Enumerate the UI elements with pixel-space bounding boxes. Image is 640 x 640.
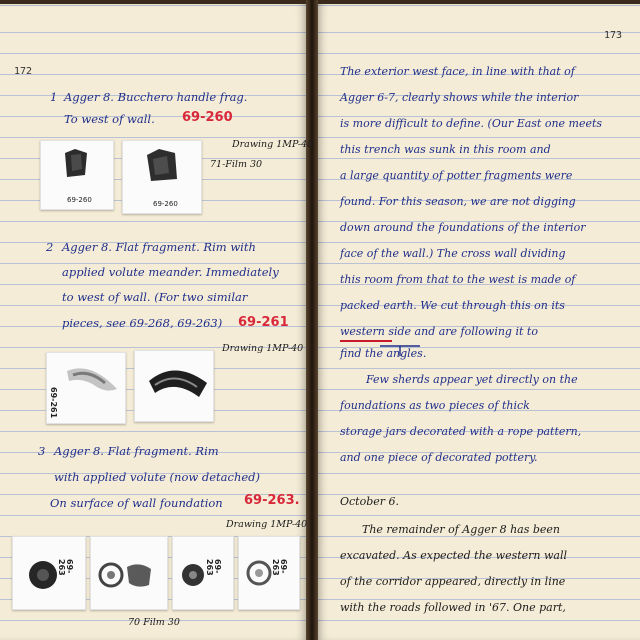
right-line-7: down around the foundations of the interior — [340, 221, 586, 234]
entry-3-photo-3-tag: 69-263 — [205, 559, 222, 576]
entry-2-number: 2 — [46, 240, 54, 254]
entry-1-line-1: Agger 8. Bucchero handle frag. — [64, 90, 248, 104]
right-line-6: found. For this season, we are not digging — [340, 195, 576, 208]
entry-2-line-4: pieces, see 69-268, 69-263) — [62, 316, 223, 330]
right-line-18: The remainder of Agger 8 has been — [362, 523, 560, 536]
entry-1-photo-2-tag: 69-260 — [153, 200, 178, 208]
right-line-19: excavated. As expected the western wall — [340, 549, 568, 562]
sherd-image — [239, 537, 299, 609]
entry-1-drawing-ref: Drawing 1MP-40 — [232, 139, 314, 150]
entry-1-number: 1 — [50, 90, 58, 104]
entry-3-line-3: On surface of wall foundation — [50, 496, 223, 510]
right-line-15: storage jars decorated with a rope pattern, — [340, 425, 582, 438]
entry-2-photo-2 — [134, 350, 214, 422]
right-line-8: face of the wall.) The cross wall dividing — [340, 247, 566, 260]
angle-sketch-icon — [378, 342, 422, 358]
entry-3-photo-2 — [90, 536, 168, 610]
right-line-9: this room from that to the west is made of — [340, 273, 576, 286]
entry-3-photo-4 — [238, 536, 300, 610]
entry-1-inventory-number: 69-260 — [182, 110, 233, 125]
entry-2-line-1: Agger 8. Flat fragment. Rim with — [62, 240, 256, 254]
entry-3-number: 3 — [38, 444, 46, 458]
entry-1-photo-1 — [40, 140, 114, 210]
right-page-number: 173 — [604, 30, 623, 41]
entry-2-drawing-ref: Drawing 1MP-40 — [222, 343, 304, 354]
entry-2-photo-1-tag: 69-261 — [49, 387, 58, 419]
right-line-13: Few sherds appear yet directly on the — [366, 373, 578, 386]
sherd-image — [13, 537, 85, 609]
right-line-10: packed earth. We cut through this on its — [340, 299, 565, 312]
right-line-20: of the corridor appeared, directly in line — [340, 575, 566, 588]
entry-2-line-2: applied volute meander. Immediately — [62, 265, 279, 279]
entry-3-photo-1-tag: 69-263 — [57, 559, 74, 576]
right-line-12: find the angles. — [340, 347, 427, 360]
entry-1-photo-2 — [122, 140, 202, 214]
left-page-number: 172 — [14, 66, 33, 77]
right-line-14: foundations as two pieces of thick — [340, 399, 530, 412]
entry-2-line-3: to west of wall. (For two similar — [62, 290, 248, 304]
entry-3-film-ref: 70 Film 30 — [128, 617, 180, 628]
entry-3-photo-4-tag: 69-263 — [271, 559, 288, 576]
sherd-image — [91, 537, 167, 609]
sherd-image — [135, 351, 213, 421]
entry-2-inventory-number: 69-261 — [238, 315, 289, 330]
sherd-image — [173, 537, 233, 609]
entry-1-photo-1-tag: 69-260 — [67, 196, 92, 204]
entry-1-film-ref: 71-Film 30 — [210, 159, 263, 170]
entry-3-photo-1 — [12, 536, 86, 610]
notebook-gutter — [306, 0, 318, 640]
right-line-16: and one piece of decorated pottery. — [340, 451, 538, 464]
sherd-image — [47, 353, 125, 423]
right-line-11: western side and are following it to — [340, 325, 538, 338]
right-line-1: The exterior west face, in line with that of — [340, 65, 575, 78]
entry-2-photo-1 — [46, 352, 126, 424]
entry-3-line-1: Agger 8. Flat fragment. Rim — [54, 444, 219, 458]
entry-1-line-2: To west of wall. — [64, 112, 155, 126]
right-line-4: this trench was sunk in this room and — [340, 143, 551, 156]
date-heading: October 6. — [340, 495, 400, 508]
entry-3-inventory-number: 69-263. — [244, 493, 300, 508]
right-line-3: is more difficult to define. (Our East one meets — [340, 117, 603, 130]
right-line-2: Agger 6-7, clearly shows while the interior — [340, 91, 579, 104]
right-line-21: with the roads followed in '67. One part, — [340, 601, 566, 614]
entry-3-line-2: with applied volute (now detached) — [54, 470, 261, 484]
entry-3-photo-3 — [172, 536, 234, 610]
right-line-5: a large quantity of potter fragments were — [340, 169, 573, 182]
entry-3-drawing-ref: Drawing 1MP-40 — [226, 519, 308, 530]
